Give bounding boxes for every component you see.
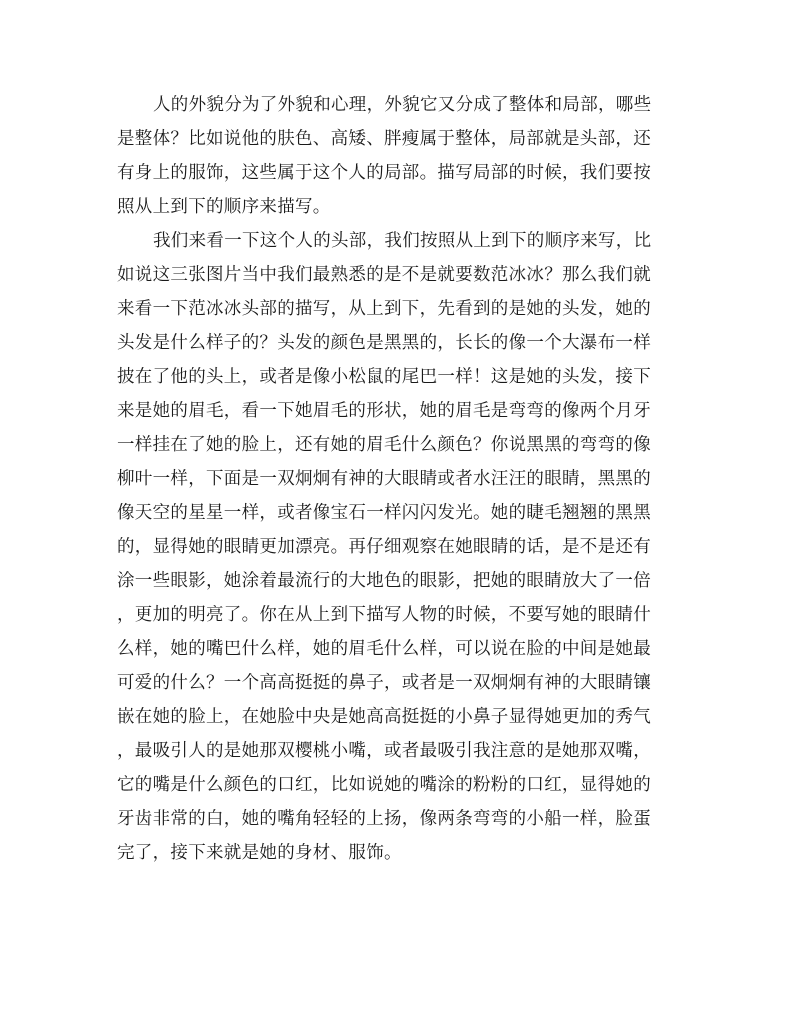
text-line: 完了，接下来就是她的身材、服饰。 — [117, 843, 402, 863]
text-line: 可爱的什么？一个高高挺挺的鼻子，或者是一双炯炯有神的大眼睛镶 — [117, 673, 651, 693]
text-line: 的，显得她的眼睛更加漂亮。再仔细观察在她眼睛的话，是不是还有 — [117, 537, 651, 557]
text-line: 披在了他的头上，或者是像小松鼠的尾巴一样！这是她的头发，接下 — [117, 367, 651, 387]
text-line: 涂一些眼影，她涂着最流行的大地色的眼影，把她的眼睛放大了一倍 — [117, 571, 651, 591]
text-line: ，最吸引人的是她那双樱桃小嘴，或者最吸引我注意的是她那双嘴， — [117, 741, 651, 761]
text-line: 是整体？比如说他的肤色、高矮、胖瘦属于整体，局部就是头部，还 — [117, 129, 651, 149]
text-line: 照从上到下的顺序来描写。 — [117, 197, 331, 217]
document-body — [117, 88, 677, 870]
text-line: 它的嘴是什么颜色的口红，比如说她的嘴涂的粉粉的口红，显得她的 — [117, 775, 651, 795]
text-line: 我们来看一下这个人的头部，我们按照从上到下的顺序来写，比 — [153, 231, 652, 251]
text-line: 一样挂在了她的脸上，还有她的眉毛什么颜色？你说黑黑的弯弯的像 — [117, 435, 651, 455]
text-line: 头发是什么样子的？头发的颜色是黑黑的，长长的像一个大瀑布一样 — [117, 333, 651, 353]
text-line: 来看一下范冰冰头部的描写，从上到下，先看到的是她的头发，她的 — [117, 299, 651, 319]
text-line: 来是她的眉毛，看一下她眉毛的形状，她的眉毛是弯弯的像两个月牙 — [117, 401, 651, 421]
paragraph-1 — [117, 88, 677, 224]
text-line: 像天空的星星一样，或者像宝石一样闪闪发光。她的睫毛翘翘的黑黑 — [117, 503, 651, 523]
text-line: 如说这三张图片当中我们最熟悉的是不是就要数范冰冰？那么我们就 — [117, 265, 651, 285]
text-line: 牙齿非常的白，她的嘴角轻轻的上扬，像两条弯弯的小船一样，脸蛋 — [117, 809, 651, 829]
text-line: 人的外貌分为了外貌和心理，外貌它又分成了整体和局部，哪些 — [153, 95, 652, 115]
text-line: ，更加的明亮了。你在从上到下描写人物的时候，不要写她的眼睛什 — [117, 605, 651, 625]
text-line: 嵌在她的脸上，在她脸中央是她高高挺挺的小鼻子显得她更加的秀气 — [117, 707, 651, 727]
paragraph-2 — [117, 224, 677, 870]
text-line: 柳叶一样，下面是一双炯炯有神的大眼睛或者水汪汪的眼睛，黑黑的 — [117, 469, 651, 489]
text-line: 有身上的服饰，这些属于这个人的局部。描写局部的时候，我们要按 — [117, 163, 651, 183]
text-line: 么样，她的嘴巴什么样，她的眉毛什么样，可以说在脸的中间是她最 — [117, 639, 651, 659]
